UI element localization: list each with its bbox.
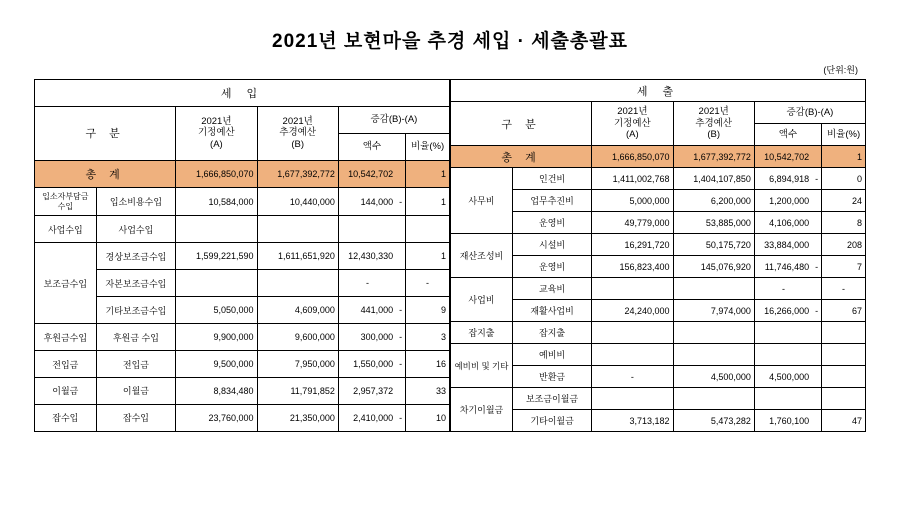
- income-col-gubun: 구 분: [35, 106, 176, 160]
- income-cell-b: 1,611,651,920: [257, 243, 338, 270]
- expense-col-budget-b: [673, 102, 754, 146]
- expense-item-label: 잡지출: [512, 322, 591, 344]
- income-cell-pct: [406, 216, 450, 243]
- income-cell-a: [176, 270, 257, 297]
- expense-group-label: 잡지출: [451, 322, 513, 344]
- expense-total-b: 1,677,392,772: [673, 146, 754, 168]
- table-row: [35, 324, 450, 351]
- income-header-row-1: [35, 106, 450, 133]
- income-group-label: 사업수입: [35, 216, 97, 243]
- income-col-budget-a-line2: 기정예산: [198, 127, 235, 139]
- expense-total-pct: 1: [822, 146, 866, 168]
- expense-cell-sign: -: [812, 168, 822, 190]
- income-item-label: 기타보조금수입: [96, 297, 176, 324]
- income-cell-pct: 1: [406, 243, 450, 270]
- expense-cell-b: [673, 388, 754, 410]
- table-row: [451, 300, 866, 322]
- expense-cell-a: [592, 322, 673, 344]
- expense-cell-a: [592, 278, 673, 300]
- page-title: 2021년 보현마을 추경 세입 · 세출총괄표: [272, 31, 628, 52]
- expense-cell-a: 49,779,000: [592, 212, 673, 234]
- income-item-label: 입소비용수입: [96, 187, 176, 216]
- expense-cell-sign: [812, 410, 822, 432]
- expense-total-label: 총 계: [451, 146, 592, 168]
- income-group-label: 보조금수입: [35, 243, 97, 324]
- expense-cell-sign: [812, 212, 822, 234]
- table-row: [35, 216, 450, 243]
- income-section-header-row: [35, 80, 450, 107]
- tables-container: [0, 79, 900, 432]
- expense-cell-b: 4,500,000: [673, 366, 754, 388]
- income-group-label: 후원금수입: [35, 324, 97, 351]
- expense-total-diff: 10,542,702: [754, 146, 812, 168]
- expense-cell-pct: [822, 344, 866, 366]
- income-cell-sign: [396, 378, 406, 405]
- expense-col-budget-b-line1: 2021년: [698, 105, 729, 117]
- expense-cell-b: 5,473,282: [673, 410, 754, 432]
- expense-cell-a: 16,291,720: [592, 234, 673, 256]
- expense-col-budget-b-line3: (B): [707, 129, 721, 141]
- table-row: [451, 410, 866, 432]
- expense-cell-pct: 208: [822, 234, 866, 256]
- income-item-label: 자본보조금수입: [96, 270, 176, 297]
- expense-cell-a: 24,240,000: [592, 300, 673, 322]
- income-cell-diff: 2,410,000: [338, 404, 396, 431]
- expense-item-label: 업무추진비: [512, 190, 591, 212]
- expense-cell-diff: 16,266,000: [754, 300, 812, 322]
- income-cell-b: 4,609,000: [257, 297, 338, 324]
- expense-cell-b: 6,200,000: [673, 190, 754, 212]
- expense-cell-diff: 4,106,000: [754, 212, 812, 234]
- expense-cell-diff: 11,746,480: [754, 256, 812, 278]
- income-cell-diff: [338, 216, 396, 243]
- table-row: [35, 187, 450, 216]
- income-cell-sign: -: [396, 351, 406, 378]
- table-row: [451, 256, 866, 278]
- expense-total-row: [451, 146, 866, 168]
- income-item-label: 이월금: [96, 378, 176, 405]
- income-col-diff-ratio: 비율(%): [406, 133, 450, 160]
- income-cell-sign: [396, 216, 406, 243]
- income-col-budget-b-line1: 2021년: [282, 115, 313, 127]
- expense-group-label: 사업비: [451, 278, 513, 322]
- income-cell-b: 10,440,000: [257, 187, 338, 216]
- income-col-diff: 증감(B)-(A): [338, 106, 449, 133]
- expense-cell-b: [673, 278, 754, 300]
- expense-col-budget-b-line2: 추경예산: [695, 117, 733, 129]
- expense-cell-diff: [754, 388, 812, 410]
- table-row: [35, 243, 450, 270]
- expense-section-title: 세 출: [451, 80, 866, 102]
- table-row: [35, 297, 450, 324]
- expense-cell-diff: 1,200,000: [754, 190, 812, 212]
- income-cell-diff: 300,000: [338, 324, 396, 351]
- expense-cell-diff: 6,894,918: [754, 168, 812, 190]
- expense-cell-pct: 7: [822, 256, 866, 278]
- expense-table: [450, 79, 866, 432]
- income-cell-diff: 2,957,372: [338, 378, 396, 405]
- expense-cell-pct: 8: [822, 212, 866, 234]
- expense-item-label: 보조금이월금: [512, 388, 591, 410]
- income-col-budget-a-line3: (A): [210, 139, 223, 151]
- income-cell-a: 8,834,480: [176, 378, 257, 405]
- expense-section-header-row: [451, 80, 866, 102]
- income-item-label: 경상보조금수입: [96, 243, 176, 270]
- expense-cell-diff: 1,760,100: [754, 410, 812, 432]
- expense-cell-pct: 0: [822, 168, 866, 190]
- income-cell-a: 9,900,000: [176, 324, 257, 351]
- unit-note: (단위:원): [823, 65, 858, 75]
- table-row: [451, 366, 866, 388]
- income-cell-pct: 1: [406, 187, 450, 216]
- expense-item-label: 재활사업비: [512, 300, 591, 322]
- expense-cell-b: 50,175,720: [673, 234, 754, 256]
- income-item-label: 사업수입: [96, 216, 176, 243]
- income-cell-b: 7,950,000: [257, 351, 338, 378]
- income-group-label: 입소자부담금 수입: [35, 187, 97, 216]
- expense-cell-a: -: [592, 366, 673, 388]
- table-row: [451, 168, 866, 190]
- expense-cell-sign: -: [812, 256, 822, 278]
- income-col-budget-b-line2: 추경예산: [279, 127, 317, 139]
- expense-cell-b: 145,076,920: [673, 256, 754, 278]
- income-cell-sign: -: [396, 324, 406, 351]
- income-cell-diff: 441,000: [338, 297, 396, 324]
- table-row: [35, 404, 450, 431]
- expense-cell-sign: [812, 388, 822, 410]
- expense-cell-sign: [812, 234, 822, 256]
- table-row: [35, 378, 450, 405]
- expense-cell-b: 1,404,107,850: [673, 168, 754, 190]
- income-cell-a: 1,599,221,590: [176, 243, 257, 270]
- expense-cell-pct: 67: [822, 300, 866, 322]
- income-cell-diff: 1,550,000: [338, 351, 396, 378]
- expense-group-label: 예비비 및 기타: [451, 344, 513, 388]
- income-col-budget-b: [257, 106, 338, 160]
- expense-cell-pct: 47: [822, 410, 866, 432]
- income-cell-sign: -: [396, 187, 406, 216]
- expense-cell-diff: [754, 344, 812, 366]
- document-page: [0, 26, 900, 516]
- income-total-diff: 10,542,702: [338, 160, 396, 187]
- expense-item-label: 인건비: [512, 168, 591, 190]
- income-cell-a: [176, 216, 257, 243]
- expense-item-label: 시설비: [512, 234, 591, 256]
- income-cell-pct: 33: [406, 378, 450, 405]
- income-total-a: 1,666,850,070: [176, 160, 257, 187]
- income-cell-diff: -: [338, 270, 396, 297]
- income-col-diff-amount: 액수: [338, 133, 405, 160]
- income-total-pct: 1: [406, 160, 450, 187]
- income-cell-a: 23,760,000: [176, 404, 257, 431]
- expense-cell-pct: -: [822, 278, 866, 300]
- expense-group-label: 사무비: [451, 168, 513, 234]
- expense-item-label: 운영비: [512, 212, 591, 234]
- income-total-label: 총 계: [35, 160, 176, 187]
- expense-cell-b: [673, 322, 754, 344]
- expense-col-diff-amount: 액수: [754, 124, 821, 146]
- expense-col-diff-ratio: 비율(%): [822, 124, 866, 146]
- expense-cell-sign: [812, 190, 822, 212]
- expense-col-gubun: 구 분: [451, 102, 592, 146]
- table-row: [451, 234, 866, 256]
- expense-item-label: 반환금: [512, 366, 591, 388]
- expense-cell-pct: [822, 322, 866, 344]
- income-cell-pct: 16: [406, 351, 450, 378]
- expense-col-diff: 증감(B)-(A): [754, 102, 865, 124]
- table-row: [35, 351, 450, 378]
- income-item-label: 잡수입: [96, 404, 176, 431]
- table-row: [451, 190, 866, 212]
- expense-cell-pct: [822, 366, 866, 388]
- income-group-label: 이월금: [35, 378, 97, 405]
- income-total-row: [35, 160, 450, 187]
- expense-group-label: 차기이월금: [451, 388, 513, 432]
- table-row: [451, 278, 866, 300]
- expense-cell-a: 156,823,400: [592, 256, 673, 278]
- income-total-sign: [396, 160, 406, 187]
- expense-cell-a: 5,000,000: [592, 190, 673, 212]
- income-cell-pct: -: [406, 270, 450, 297]
- income-item-label: 후원금 수입: [96, 324, 176, 351]
- expense-total-a: 1,666,850,070: [592, 146, 673, 168]
- income-cell-pct: 3: [406, 324, 450, 351]
- expense-cell-a: [592, 344, 673, 366]
- income-cell-pct: 9: [406, 297, 450, 324]
- income-cell-diff: 144,000: [338, 187, 396, 216]
- expense-cell-b: [673, 344, 754, 366]
- expense-total-sign: [812, 146, 822, 168]
- expense-cell-diff: 4,500,000: [754, 366, 812, 388]
- income-cell-a: 10,584,000: [176, 187, 257, 216]
- expense-cell-sign: [812, 344, 822, 366]
- expense-item-label: 운영비: [512, 256, 591, 278]
- expense-cell-b: 7,974,000: [673, 300, 754, 322]
- expense-cell-diff: [754, 322, 812, 344]
- income-cell-b: 11,791,852: [257, 378, 338, 405]
- expense-cell-pct: [822, 388, 866, 410]
- expense-col-budget-a-line1: 2021년: [617, 105, 648, 117]
- income-cell-b: [257, 270, 338, 297]
- expense-cell-diff: -: [754, 278, 812, 300]
- table-row: [451, 212, 866, 234]
- expense-cell-pct: 24: [822, 190, 866, 212]
- table-row: [451, 322, 866, 344]
- income-col-budget-a-line1: 2021년: [201, 115, 232, 127]
- expense-cell-a: [592, 388, 673, 410]
- income-cell-b: [257, 216, 338, 243]
- income-total-b: 1,677,392,772: [257, 160, 338, 187]
- income-group-label: 잡수입: [35, 404, 97, 431]
- income-cell-diff: 12,430,330: [338, 243, 396, 270]
- income-cell-b: 21,350,000: [257, 404, 338, 431]
- table-row: [35, 270, 450, 297]
- income-cell-a: 5,050,000: [176, 297, 257, 324]
- expense-cell-sign: -: [812, 300, 822, 322]
- expense-cell-a: 3,713,182: [592, 410, 673, 432]
- income-section-title: 세 입: [35, 80, 450, 107]
- income-col-budget-b-line3: (B): [291, 139, 305, 151]
- income-cell-sign: -: [396, 404, 406, 431]
- income-group-label: 전입금: [35, 351, 97, 378]
- expense-cell-b: 53,885,000: [673, 212, 754, 234]
- expense-item-label: 기타이월금: [512, 410, 591, 432]
- expense-col-budget-a-line2: 기정예산: [613, 117, 651, 129]
- expense-item-label: 예비비: [512, 344, 591, 366]
- income-item-label: 전입금: [96, 351, 176, 378]
- expense-cell-sign: [812, 322, 822, 344]
- income-cell-sign: [396, 243, 406, 270]
- expense-col-budget-a-line3: (A): [626, 129, 639, 141]
- income-cell-sign: [396, 270, 406, 297]
- expense-item-label: 교육비: [512, 278, 591, 300]
- income-cell-pct: 10: [406, 404, 450, 431]
- income-col-budget-a: [176, 106, 257, 160]
- expense-header-row-1: [451, 102, 866, 124]
- income-table: [34, 79, 450, 432]
- income-cell-a: 9,500,000: [176, 351, 257, 378]
- expense-cell-sign: [812, 278, 822, 300]
- expense-cell-a: 1,411,002,768: [592, 168, 673, 190]
- expense-col-budget-a: [592, 102, 673, 146]
- expense-cell-sign: [812, 366, 822, 388]
- table-row: [451, 388, 866, 410]
- expense-cell-diff: 33,884,000: [754, 234, 812, 256]
- expense-group-label: 재산조성비: [451, 234, 513, 278]
- table-row: [451, 344, 866, 366]
- income-cell-b: 9,600,000: [257, 324, 338, 351]
- income-cell-sign: -: [396, 297, 406, 324]
